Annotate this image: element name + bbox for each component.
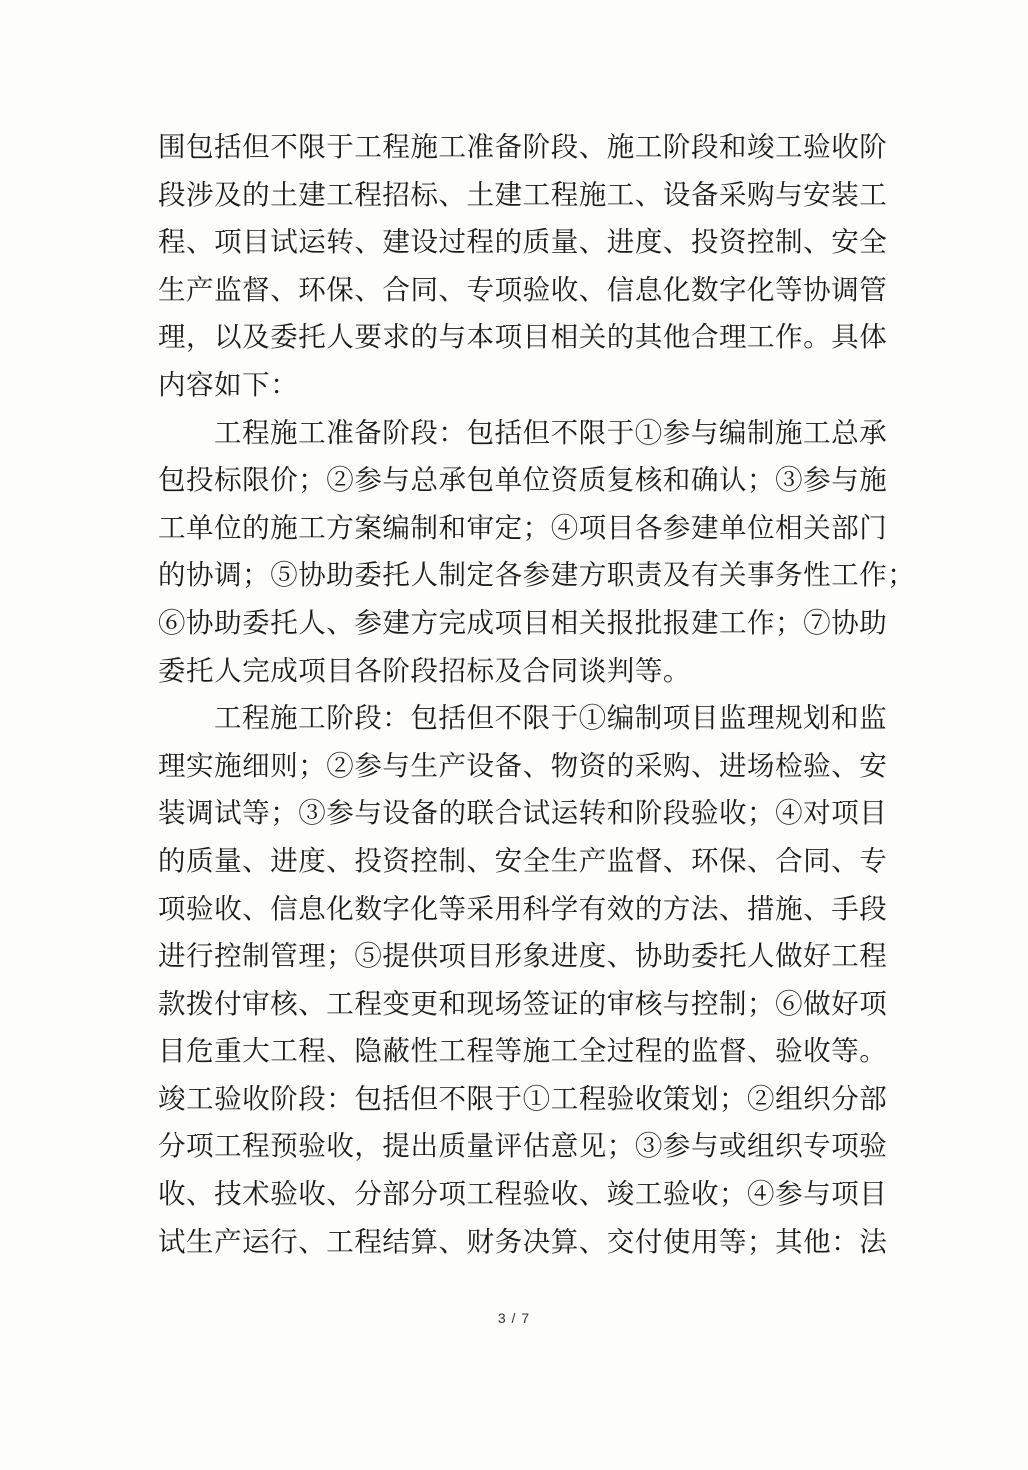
text-line: 收、技术验收、分部分项工程验收、竣工验收；④参与项目 [158,1178,888,1211]
text-line: 理实施细则；②参与生产设备、物资的采购、进场检验、安 [158,749,888,782]
text-line: 生产监督、环保、合同、专项验收、信息化数字化等协调管 [158,273,888,306]
body-text [158,124,916,1266]
text-line: 段涉及的土建工程招标、土建工程施工、设备采购与安装工 [158,178,888,211]
text-line: 程、项目试运转、建设过程的质量、进度、投资控制、安全 [158,226,888,259]
text-line: 分项工程预验收，提出质量评估意见；③参与或组织专项验 [158,1130,888,1163]
text-line: 的协调；⑤协助委托人制定各参建方职责及有关事务性工作； [158,559,916,592]
text-line: 试生产运行、工程结算、财务决算、交付使用等；其他：法 [158,1225,888,1258]
text-line: 款拨付审核、工程变更和现场签证的审核与控制；⑥做好项 [158,987,888,1020]
text-line: ⑥协助委托人、参建方完成项目相关报批报建工作；⑦协助 [158,606,888,639]
text-line: 内容如下： [158,368,299,401]
page-number: 3 / 7 [497,1310,531,1326]
text-line: 工单位的施工方案编制和审定；④项目各参建单位相关部门 [158,511,888,544]
text-line: 包投标限价；②参与总承包单位资质复核和确认；③参与施 [158,464,888,497]
text-line: 理，以及委托人要求的与本项目相关的其他合理工作。具体 [158,321,888,354]
text-line: 项验收、信息化数字化等采用科学有效的方法、措施、手段 [158,892,888,925]
text-line: 委托人完成项目各阶段招标及合同谈判等。 [158,654,691,687]
text-line: 进行控制管理；⑤提供项目形象进度、协助委托人做好工程 [158,940,888,973]
text-line: 的质量、进度、投资控制、安全生产监督、环保、合同、专 [158,844,888,877]
text-line: 竣工验收阶段：包括但不限于①工程验收策划；②组织分部 [158,1082,888,1115]
text-line: 装调试等；③参与设备的联合试运转和阶段验收；④对项目 [158,797,888,830]
text-line: 工程施工阶段：包括但不限于①编制项目监理规划和监 [214,702,888,735]
text-line: 围包括但不限于工程施工准备阶段、施工阶段和竣工验收阶 [158,131,888,163]
text-line: 目危重大工程、隐蔽性工程等施工全过程的监督、验收等。 [158,1035,888,1068]
text-line: 工程施工准备阶段：包括但不限于①参与编制施工总承 [214,416,888,449]
